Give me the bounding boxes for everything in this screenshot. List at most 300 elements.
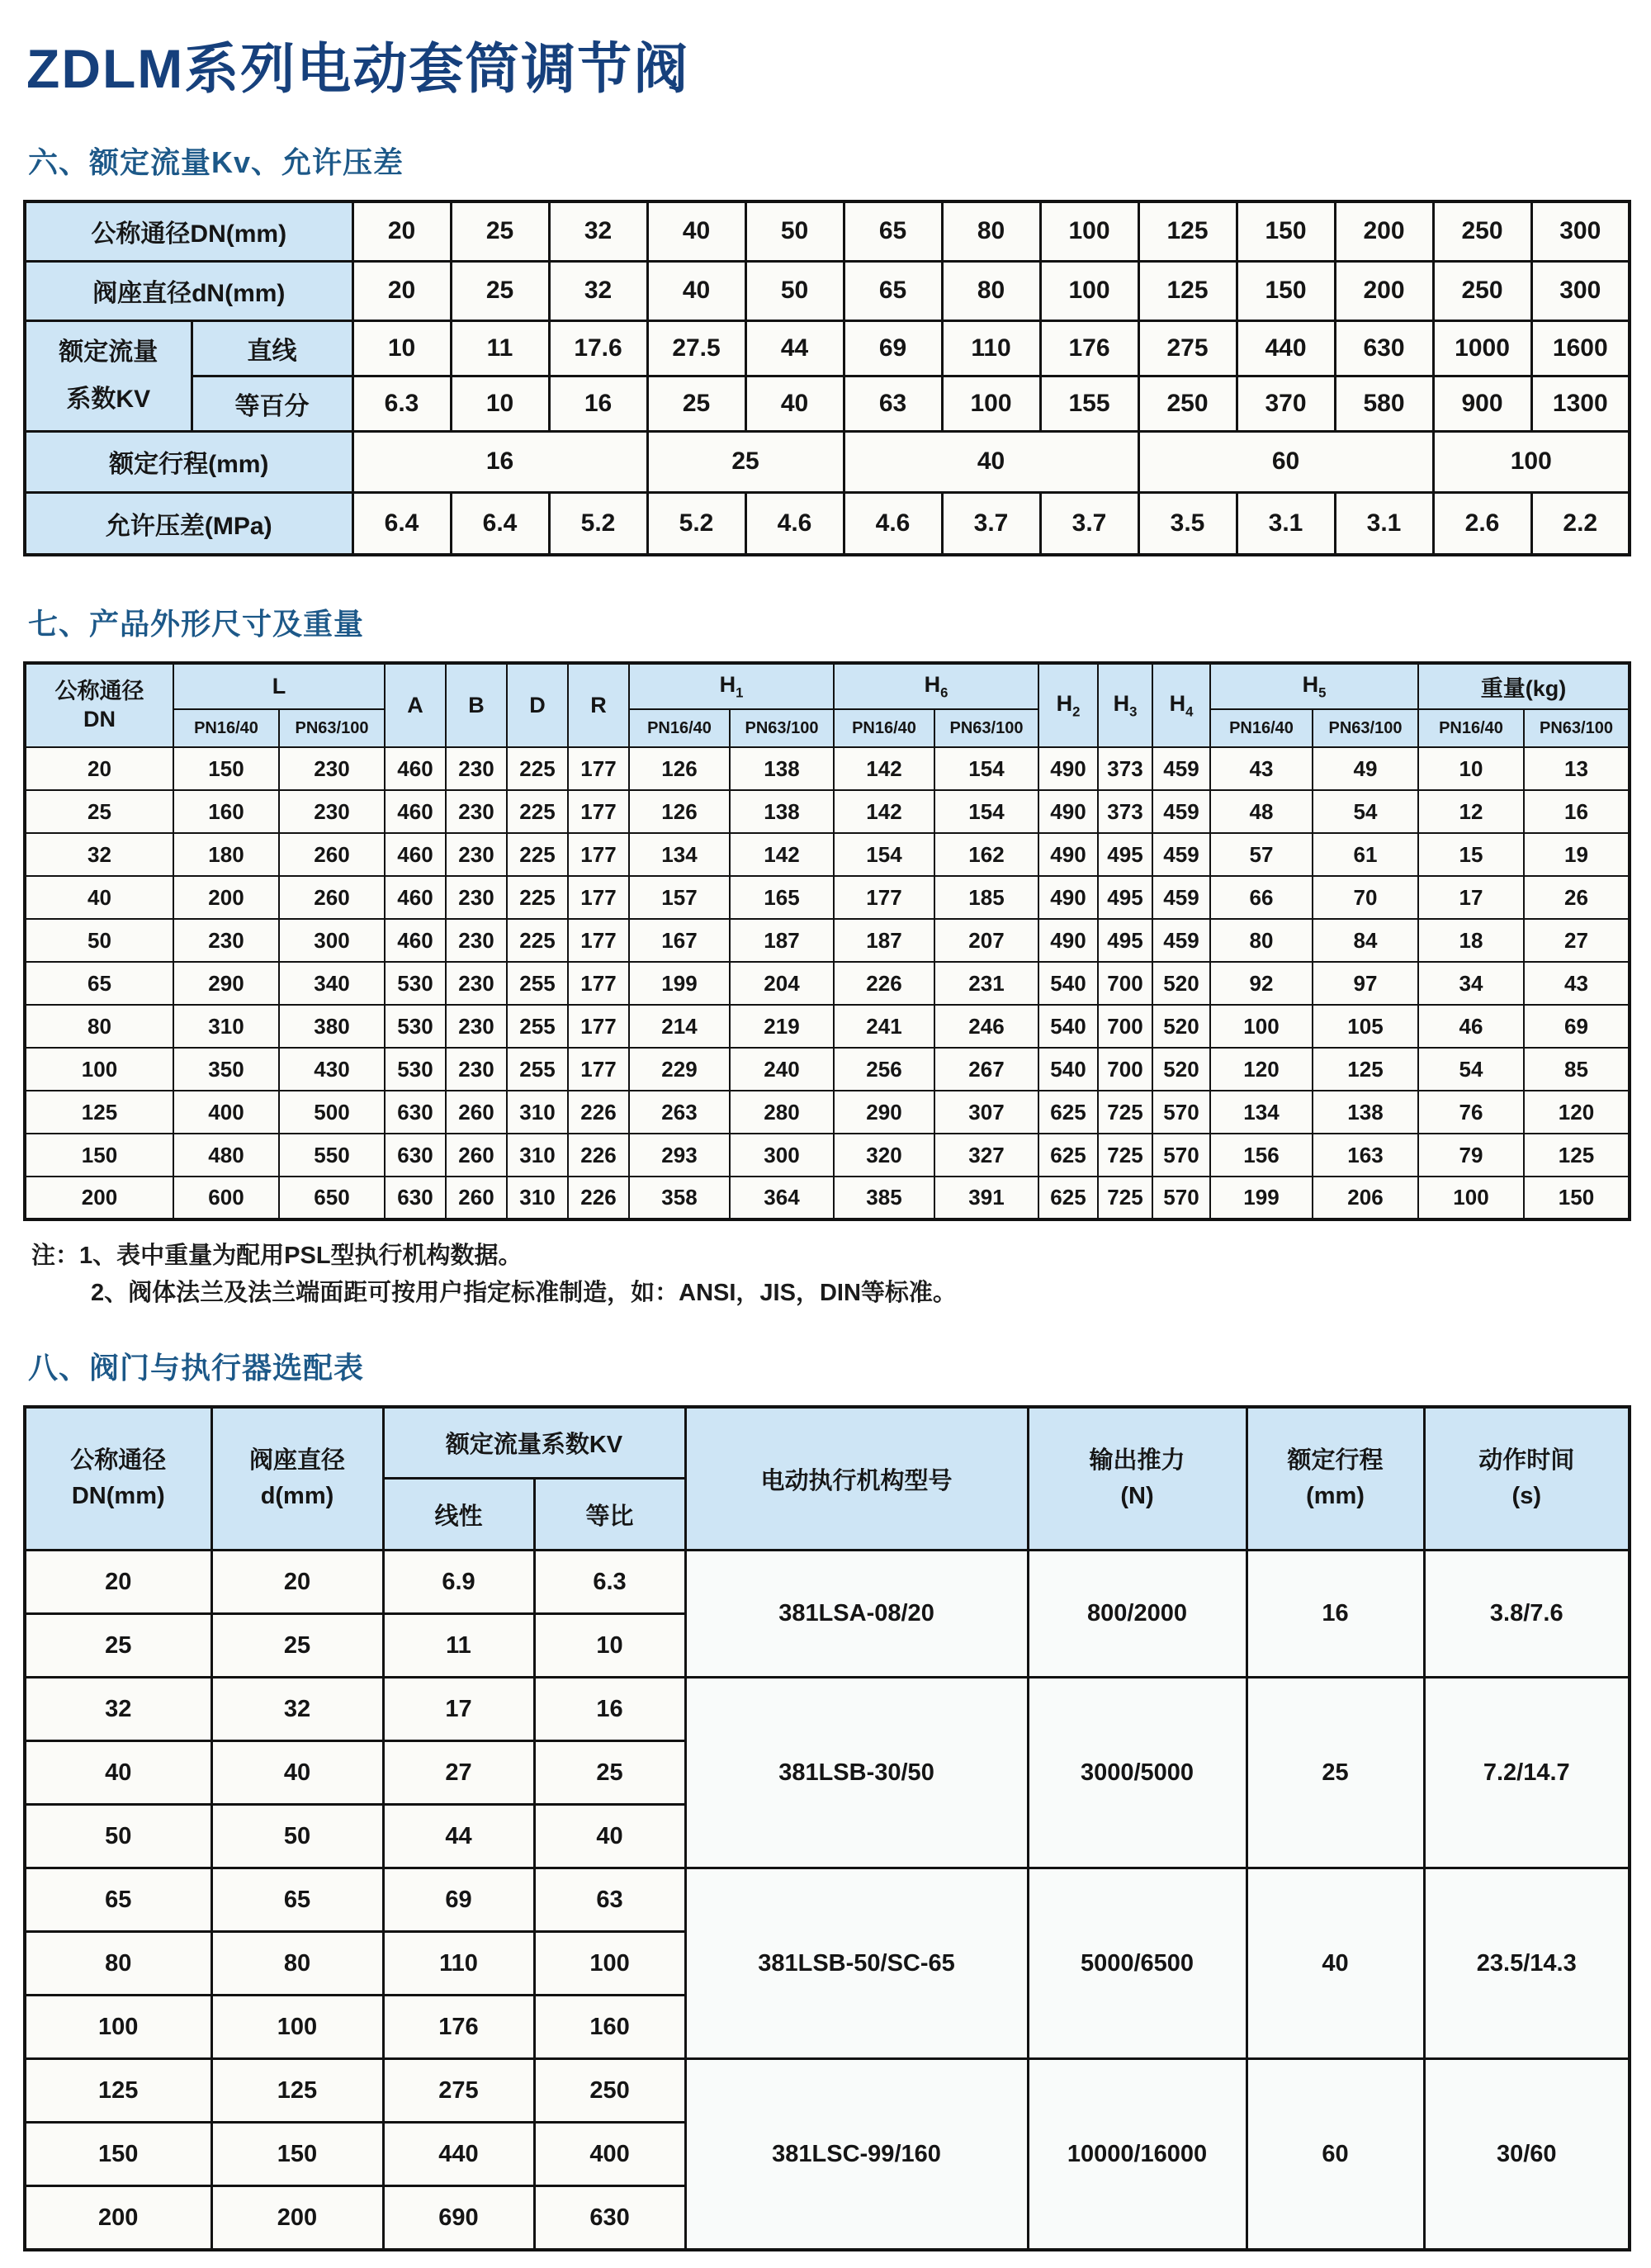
table-cell: 219 bbox=[730, 1005, 834, 1048]
table-cell: 495 bbox=[1098, 833, 1152, 876]
table-cell: 460 bbox=[385, 876, 446, 919]
table-cell: 520 bbox=[1152, 962, 1210, 1005]
table-cell: 700 bbox=[1098, 1005, 1152, 1048]
table-cell: 310 bbox=[507, 1134, 568, 1177]
table-cell: 185 bbox=[934, 876, 1038, 919]
table-cell: 150 bbox=[1524, 1177, 1630, 1219]
table-cell: 142 bbox=[834, 790, 934, 833]
table-cell: 110 bbox=[383, 1932, 534, 1996]
dn-cell: 65 bbox=[25, 962, 173, 1005]
table-cell: 630 bbox=[385, 1134, 446, 1177]
table-cell: 550 bbox=[279, 1134, 385, 1177]
table-cell: 176 bbox=[383, 1996, 534, 2059]
table-cell: 500 bbox=[279, 1091, 385, 1134]
table-cell: 241 bbox=[834, 1005, 934, 1048]
actuator-model-cell: 381LSA-08/20 bbox=[685, 1551, 1028, 1678]
table-cell: 530 bbox=[385, 1005, 446, 1048]
col-header-thrust: 输出推力 (N) bbox=[1028, 1407, 1247, 1551]
table-cell: 46 bbox=[1418, 1005, 1524, 1048]
action-time-cell: 7.2/14.7 bbox=[1424, 1678, 1630, 1868]
table-cell: 520 bbox=[1152, 1048, 1210, 1091]
col-header-H4: $H_4$ bbox=[1152, 663, 1210, 747]
table-cell: 167 bbox=[629, 919, 730, 962]
table-cell: 10 bbox=[1418, 747, 1524, 790]
table-cell: 430 bbox=[279, 1048, 385, 1091]
col-header-stroke: 额定行程 (mm) bbox=[1247, 1407, 1424, 1551]
table-cell: 267 bbox=[934, 1048, 1038, 1091]
table-cell: 495 bbox=[1098, 919, 1152, 962]
section8-heading: 八、阀门与执行器选配表 bbox=[28, 1350, 365, 1385]
table-cell: 32 bbox=[25, 1678, 211, 1741]
table-cell: 231 bbox=[934, 962, 1038, 1005]
dimension-row bbox=[25, 1005, 1630, 1048]
table-cell: 350 bbox=[173, 1048, 279, 1091]
table-cell: 54 bbox=[1313, 790, 1418, 833]
table-cell: 65 bbox=[25, 1868, 211, 1932]
table-cell: 32 bbox=[549, 261, 647, 320]
table-cell: 160 bbox=[534, 1996, 685, 2059]
table-cell: 27.5 bbox=[647, 320, 745, 376]
table-cell: 80 bbox=[25, 1932, 211, 1996]
table-cell: 187 bbox=[730, 919, 834, 962]
selection-row bbox=[25, 1551, 1630, 1614]
col-header-H3: $H_3$ bbox=[1098, 663, 1152, 747]
table-cell: 230 bbox=[173, 919, 279, 962]
table-cell: 725 bbox=[1098, 1134, 1152, 1177]
table-cell: 459 bbox=[1152, 833, 1210, 876]
table-cell: 19 bbox=[1524, 833, 1630, 876]
table-cell: 530 bbox=[385, 962, 446, 1005]
stroke-span-cell: 40 bbox=[844, 431, 1138, 492]
table-cell: 100 bbox=[1040, 201, 1138, 261]
kv-label-line1: 额定流量 bbox=[59, 339, 158, 366]
table-cell: 11 bbox=[451, 320, 549, 376]
table-cell: 16 bbox=[1524, 790, 1630, 833]
table-cell: 3.1 bbox=[1335, 492, 1433, 555]
table-cell: 625 bbox=[1038, 1091, 1098, 1134]
table-cell: 275 bbox=[1138, 320, 1237, 376]
table-cell: 69 bbox=[844, 320, 942, 376]
sel-header-row-1 bbox=[25, 1407, 1630, 1479]
table-cell: 125 bbox=[1138, 201, 1237, 261]
rated-stroke-row bbox=[25, 431, 1630, 492]
section6-heading: 六、额定流量Kv、允许压差 bbox=[28, 145, 404, 179]
table-cell: 25 bbox=[211, 1614, 383, 1678]
table-cell: 97 bbox=[1313, 962, 1418, 1005]
table-cell: 199 bbox=[629, 962, 730, 1005]
table-cell: 200 bbox=[1335, 261, 1433, 320]
col-header-dn: 公称通径 DN(mm) bbox=[25, 1407, 211, 1551]
table-cell: 307 bbox=[934, 1091, 1038, 1134]
table-cell: 100 bbox=[1040, 261, 1138, 320]
table-cell: 460 bbox=[385, 790, 446, 833]
dn-cell: 80 bbox=[25, 1005, 173, 1048]
table-cell: 260 bbox=[279, 876, 385, 919]
table-cell: 290 bbox=[173, 962, 279, 1005]
table-cell: 1600 bbox=[1531, 320, 1630, 376]
table-cell: 490 bbox=[1038, 919, 1098, 962]
table-cell: 540 bbox=[1038, 1005, 1098, 1048]
table-cell: 200 bbox=[25, 2186, 211, 2250]
table-cell: 725 bbox=[1098, 1091, 1152, 1134]
table-cell: 263 bbox=[629, 1091, 730, 1134]
table-cell: 4.6 bbox=[745, 492, 844, 555]
table-cell: 1000 bbox=[1433, 320, 1531, 376]
table-cell: 177 bbox=[568, 962, 629, 1005]
table-cell: 40 bbox=[647, 261, 745, 320]
table-cell: 40 bbox=[745, 376, 844, 431]
table-cell: 206 bbox=[1313, 1177, 1418, 1219]
pn-low-header: PN16/40 bbox=[1418, 709, 1524, 747]
table-cell: 134 bbox=[629, 833, 730, 876]
table-cell: 400 bbox=[173, 1091, 279, 1134]
table-cell: 250 bbox=[1138, 376, 1237, 431]
table-cell: 391 bbox=[934, 1177, 1038, 1219]
table-cell: 2.6 bbox=[1433, 492, 1531, 555]
table-cell: 460 bbox=[385, 747, 446, 790]
dn-cell: 25 bbox=[25, 790, 173, 833]
table-cell: 27 bbox=[1524, 919, 1630, 962]
flow-pressure-table bbox=[23, 200, 1631, 556]
table-cell: 40 bbox=[211, 1741, 383, 1805]
table-cell: 69 bbox=[383, 1868, 534, 1932]
table-cell: 100 bbox=[25, 1996, 211, 2059]
table-cell: 11 bbox=[383, 1614, 534, 1678]
table-cell: 226 bbox=[834, 962, 934, 1005]
table-cell: 230 bbox=[446, 1005, 507, 1048]
table-cell: 3.7 bbox=[942, 492, 1040, 555]
row-label-dp: 允许压差(MPa) bbox=[25, 492, 352, 555]
table-cell: 214 bbox=[629, 1005, 730, 1048]
table-cell: 600 bbox=[173, 1177, 279, 1219]
pn-low-header: PN16/40 bbox=[834, 709, 934, 747]
table-cell: 134 bbox=[1210, 1091, 1313, 1134]
table-cell: 226 bbox=[568, 1134, 629, 1177]
table-cell: 6.3 bbox=[534, 1551, 685, 1614]
table-cell: 154 bbox=[834, 833, 934, 876]
actuator-selection-table bbox=[23, 1405, 1631, 2251]
table-cell: 17 bbox=[383, 1678, 534, 1741]
table-cell: 225 bbox=[507, 919, 568, 962]
page-title: ZDLM系列电动套筒调节阀 bbox=[26, 38, 690, 99]
dim-header-row-2 bbox=[25, 709, 1630, 747]
pn-high-header: PN63/100 bbox=[730, 709, 834, 747]
col-header-B: B bbox=[446, 663, 507, 747]
table-cell: 26 bbox=[1524, 876, 1630, 919]
dimensions-table bbox=[23, 661, 1631, 1221]
table-cell: 150 bbox=[1237, 201, 1335, 261]
table-cell: 570 bbox=[1152, 1177, 1210, 1219]
table-cell: 100 bbox=[1418, 1177, 1524, 1219]
col-header-R: R bbox=[568, 663, 629, 747]
table-cell: 300 bbox=[1531, 201, 1630, 261]
stroke-cell: 25 bbox=[1247, 1678, 1424, 1868]
table-cell: 44 bbox=[383, 1805, 534, 1868]
action-time-cell: 30/60 bbox=[1424, 2059, 1630, 2250]
table-cell: 76 bbox=[1418, 1091, 1524, 1134]
table-cell: 460 bbox=[385, 833, 446, 876]
col-header-H2: $H_2$ bbox=[1038, 663, 1098, 747]
table-cell: 154 bbox=[934, 790, 1038, 833]
table-cell: 300 bbox=[279, 919, 385, 962]
dn-header-line1: 公称通径 bbox=[54, 678, 144, 703]
table-cell: 530 bbox=[385, 1048, 446, 1091]
actuator-model-cell: 381LSB-30/50 bbox=[685, 1678, 1028, 1868]
table-cell: 580 bbox=[1335, 376, 1433, 431]
table-cell: 40 bbox=[534, 1805, 685, 1868]
table-cell: 225 bbox=[507, 790, 568, 833]
table-cell: 226 bbox=[568, 1177, 629, 1219]
table-cell: 142 bbox=[730, 833, 834, 876]
col-header-H6: $H_6$ bbox=[834, 663, 1038, 709]
col-header-H1: $H_1$ bbox=[629, 663, 834, 709]
thrust-cell: 800/2000 bbox=[1028, 1551, 1247, 1678]
table-cell: 25 bbox=[534, 1741, 685, 1805]
row-label-kv-linear: 直线 bbox=[192, 320, 352, 376]
table-cell: 43 bbox=[1210, 747, 1313, 790]
table-cell: 25 bbox=[451, 201, 549, 261]
table-cell: 125 bbox=[211, 2059, 383, 2123]
table-cell: 177 bbox=[568, 747, 629, 790]
section7-heading: 七、产品外形尺寸及重量 bbox=[28, 607, 365, 641]
table-cell: 300 bbox=[730, 1134, 834, 1177]
table-cell: 177 bbox=[568, 1005, 629, 1048]
table-cell: 370 bbox=[1237, 376, 1335, 431]
table-cell: 373 bbox=[1098, 747, 1152, 790]
table-cell: 255 bbox=[507, 1048, 568, 1091]
table-cell: 165 bbox=[730, 876, 834, 919]
table-cell: 226 bbox=[568, 1091, 629, 1134]
seat-diameter-row bbox=[25, 261, 1630, 320]
table-cell: 310 bbox=[507, 1091, 568, 1134]
table-cell: 540 bbox=[1038, 962, 1098, 1005]
pn-low-header: PN16/40 bbox=[173, 709, 279, 747]
table-cell: 459 bbox=[1152, 876, 1210, 919]
table-cell: 6.3 bbox=[352, 376, 451, 431]
table-cell: 176 bbox=[1040, 320, 1138, 376]
table-cell: 10 bbox=[352, 320, 451, 376]
table-cell: 290 bbox=[834, 1091, 934, 1134]
table-cell: 57 bbox=[1210, 833, 1313, 876]
table-cell: 125 bbox=[1524, 1134, 1630, 1177]
table-cell: 63 bbox=[534, 1868, 685, 1932]
table-cell: 250 bbox=[1433, 261, 1531, 320]
table-cell: 6.4 bbox=[451, 492, 549, 555]
table-cell: 138 bbox=[1313, 1091, 1418, 1134]
table-cell: 125 bbox=[25, 2059, 211, 2123]
table-cell: 105 bbox=[1313, 1005, 1418, 1048]
table-cell: 150 bbox=[25, 2123, 211, 2186]
table-cell: 240 bbox=[730, 1048, 834, 1091]
table-cell: 260 bbox=[279, 833, 385, 876]
table-cell: 10 bbox=[534, 1614, 685, 1678]
table-cell: 65 bbox=[844, 201, 942, 261]
table-cell: 54 bbox=[1418, 1048, 1524, 1091]
dn-cell: 125 bbox=[25, 1091, 173, 1134]
table-cell: 18 bbox=[1418, 919, 1524, 962]
row-label-kv-eq: 等百分 bbox=[192, 376, 352, 431]
table-cell: 13 bbox=[1524, 747, 1630, 790]
table-cell: 138 bbox=[730, 747, 834, 790]
table-cell: 69 bbox=[1524, 1005, 1630, 1048]
table-cell: 630 bbox=[534, 2186, 685, 2250]
table-cell: 63 bbox=[844, 376, 942, 431]
table-cell: 700 bbox=[1098, 962, 1152, 1005]
table-cell: 120 bbox=[1524, 1091, 1630, 1134]
table-cell: 25 bbox=[647, 376, 745, 431]
table-cell: 84 bbox=[1313, 919, 1418, 962]
table-cell: 725 bbox=[1098, 1177, 1152, 1219]
table-cell: 25 bbox=[25, 1614, 211, 1678]
table-cell: 900 bbox=[1433, 376, 1531, 431]
row-label-stroke: 额定行程(mm) bbox=[25, 431, 352, 492]
table-cell: 80 bbox=[211, 1932, 383, 1996]
table-cell: 230 bbox=[279, 747, 385, 790]
table-cell: 80 bbox=[942, 261, 1040, 320]
table-cell: 16 bbox=[534, 1678, 685, 1741]
table-cell: 4.6 bbox=[844, 492, 942, 555]
table-cell: 48 bbox=[1210, 790, 1313, 833]
dn-cell: 32 bbox=[25, 833, 173, 876]
table-cell: 50 bbox=[745, 261, 844, 320]
table-cell: 1300 bbox=[1531, 376, 1630, 431]
table-cell: 17.6 bbox=[549, 320, 647, 376]
table-cell: 110 bbox=[942, 320, 1040, 376]
col-header-dn bbox=[25, 663, 173, 747]
table-cell: 440 bbox=[383, 2123, 534, 2186]
table-cell: 138 bbox=[730, 790, 834, 833]
dimension-row bbox=[25, 919, 1630, 962]
table-cell: 320 bbox=[834, 1134, 934, 1177]
table-cell: 490 bbox=[1038, 747, 1098, 790]
table-cell: 207 bbox=[934, 919, 1038, 962]
table-cell: 200 bbox=[173, 876, 279, 919]
table-cell: 293 bbox=[629, 1134, 730, 1177]
table-cell: 440 bbox=[1237, 320, 1335, 376]
table-cell: 225 bbox=[507, 833, 568, 876]
dn-cell: 40 bbox=[25, 876, 173, 919]
table-cell: 310 bbox=[173, 1005, 279, 1048]
stroke-cell: 60 bbox=[1247, 2059, 1424, 2250]
table-cell: 3.5 bbox=[1138, 492, 1237, 555]
table-cell: 230 bbox=[446, 919, 507, 962]
table-cell: 180 bbox=[173, 833, 279, 876]
table-cell: 126 bbox=[629, 747, 730, 790]
table-cell: 177 bbox=[568, 876, 629, 919]
table-cell: 34 bbox=[1418, 962, 1524, 1005]
table-cell: 310 bbox=[507, 1177, 568, 1219]
table-cell: 142 bbox=[834, 747, 934, 790]
col-header-time: 动作时间 (s) bbox=[1424, 1407, 1630, 1551]
selection-row bbox=[25, 1678, 1630, 1741]
table-cell: 177 bbox=[568, 833, 629, 876]
table-cell: 5.2 bbox=[549, 492, 647, 555]
col-header-equal-ratio: 等比 bbox=[534, 1479, 685, 1551]
table-cell: 630 bbox=[385, 1177, 446, 1219]
table-cell: 177 bbox=[834, 876, 934, 919]
table-cell: 150 bbox=[173, 747, 279, 790]
table-cell: 230 bbox=[446, 1048, 507, 1091]
table-cell: 125 bbox=[1138, 261, 1237, 320]
table-cell: 177 bbox=[568, 919, 629, 962]
dimension-row bbox=[25, 876, 1630, 919]
table-cell: 459 bbox=[1152, 919, 1210, 962]
table-cell: 225 bbox=[507, 747, 568, 790]
table-cell: 540 bbox=[1038, 1048, 1098, 1091]
table-cell: 570 bbox=[1152, 1091, 1210, 1134]
table-cell: 380 bbox=[279, 1005, 385, 1048]
table-cell: 65 bbox=[211, 1868, 383, 1932]
selection-row bbox=[25, 2059, 1630, 2123]
dim-header-row-1 bbox=[25, 663, 1630, 709]
kv-equal-percent-row bbox=[25, 376, 1630, 431]
table-cell: 199 bbox=[1210, 1177, 1313, 1219]
pn-high-header: PN63/100 bbox=[279, 709, 385, 747]
col-header-A: A bbox=[385, 663, 446, 747]
table-cell: 280 bbox=[730, 1091, 834, 1134]
table-cell: 100 bbox=[942, 376, 1040, 431]
table-cell: 246 bbox=[934, 1005, 1038, 1048]
table-cell: 256 bbox=[834, 1048, 934, 1091]
dn-row bbox=[25, 201, 1630, 261]
action-time-cell: 3.8/7.6 bbox=[1424, 1551, 1630, 1678]
table-cell: 150 bbox=[1237, 261, 1335, 320]
table-cell: 570 bbox=[1152, 1134, 1210, 1177]
table-cell: 32 bbox=[211, 1678, 383, 1741]
table-cell: 230 bbox=[446, 876, 507, 919]
table-cell: 100 bbox=[211, 1996, 383, 2059]
table-cell: 61 bbox=[1313, 833, 1418, 876]
table-cell: 6.9 bbox=[383, 1551, 534, 1614]
table-cell: 100 bbox=[534, 1932, 685, 1996]
table-cell: 520 bbox=[1152, 1005, 1210, 1048]
table-cell: 300 bbox=[1531, 261, 1630, 320]
dn-cell: 20 bbox=[25, 747, 173, 790]
actuator-model-cell: 381LSC-99/160 bbox=[685, 2059, 1028, 2250]
table-cell: 66 bbox=[1210, 876, 1313, 919]
table-cell: 200 bbox=[1335, 201, 1433, 261]
table-cell: 17 bbox=[1418, 876, 1524, 919]
table-cell: 6.4 bbox=[352, 492, 451, 555]
table-cell: 49 bbox=[1313, 747, 1418, 790]
table-cell: 20 bbox=[25, 1551, 211, 1614]
table-cell: 150 bbox=[211, 2123, 383, 2186]
table-cell: 630 bbox=[385, 1091, 446, 1134]
table-cell: 625 bbox=[1038, 1134, 1098, 1177]
table-cell: 10 bbox=[451, 376, 549, 431]
stroke-span-cell: 25 bbox=[647, 431, 844, 492]
table-cell: 255 bbox=[507, 1005, 568, 1048]
table-cell: 255 bbox=[507, 962, 568, 1005]
table-cell: 156 bbox=[1210, 1134, 1313, 1177]
table-cell: 327 bbox=[934, 1134, 1038, 1177]
table-cell: 120 bbox=[1210, 1048, 1313, 1091]
dimension-row bbox=[25, 962, 1630, 1005]
table-notes bbox=[31, 1238, 1628, 1312]
col-header-L: L bbox=[173, 663, 385, 709]
stroke-span-cell: 100 bbox=[1433, 431, 1630, 492]
table-cell: 625 bbox=[1038, 1177, 1098, 1219]
table-cell: 459 bbox=[1152, 790, 1210, 833]
actuator-model-cell: 381LSB-50/SC-65 bbox=[685, 1868, 1028, 2059]
col-header-actuator-model: 电动执行机构型号 bbox=[685, 1407, 1028, 1551]
note-line-2: 2、阀体法兰及法兰端面距可按用户指定标准制造，如：ANSI，JIS，DIN等标准。 bbox=[91, 1279, 957, 1306]
col-header-H5: $H_5$ bbox=[1210, 663, 1418, 709]
table-cell: 200 bbox=[211, 2186, 383, 2250]
table-cell: 230 bbox=[446, 962, 507, 1005]
col-header-seat: 阀座直径 d(mm) bbox=[211, 1407, 383, 1551]
table-cell: 155 bbox=[1040, 376, 1138, 431]
